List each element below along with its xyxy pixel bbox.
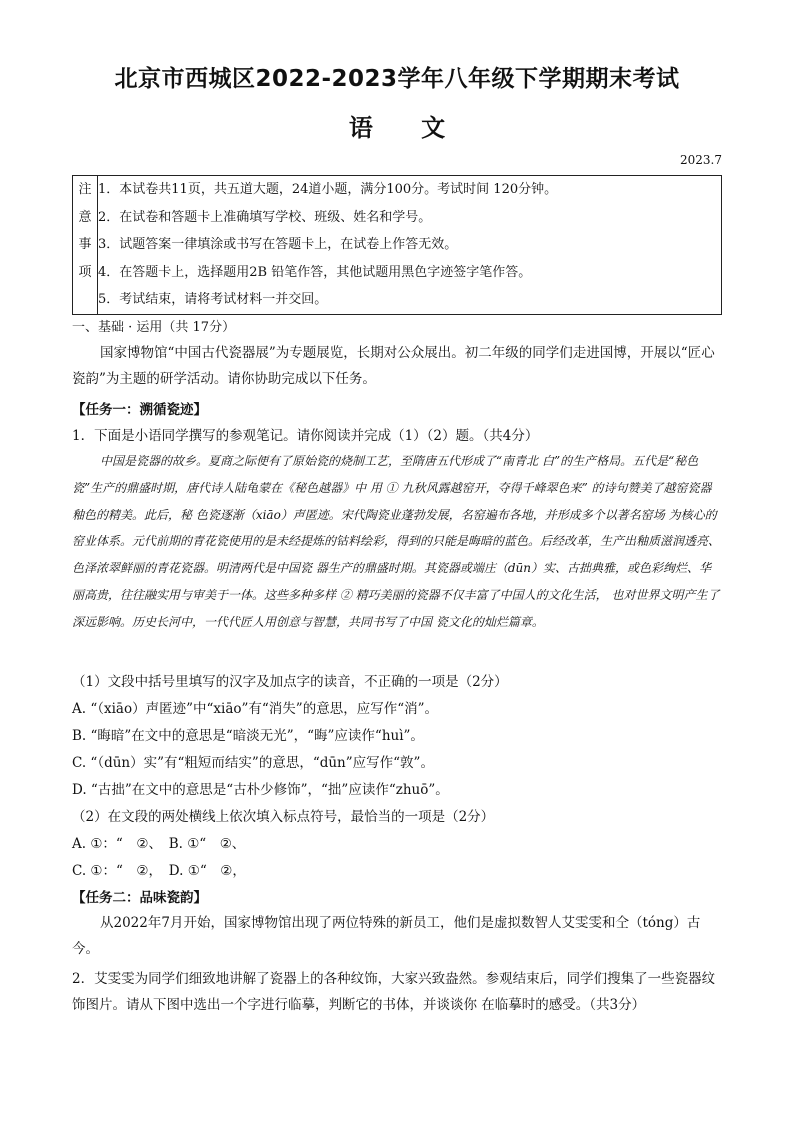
section-heading: 一、基础 · 运用（共 17分）	[72, 320, 236, 335]
sub-question-2: （2）在文段的两处横线上依次填入标点符号，最恰当的一项是（2分）	[72, 809, 495, 825]
option-c: C. “（dūn）实”有“粗短而结实”的意思，“dūn”应写作“敦”。	[72, 755, 434, 771]
task1-heading: 【任务一：溯循瓷迹】	[72, 402, 207, 418]
notice-side-label	[73, 176, 98, 315]
section-intro: 国家博物馆“中国古代瓷器展”为专题展览，长期对公众展出。初二年级的同学们走进国博，开展以“匠心瓷韵”为主题的研学活动。请你协助完成以下任务。	[72, 345, 715, 387]
notice-items	[98, 176, 722, 315]
notice-table	[72, 175, 722, 315]
subject-title: 语 文	[348, 114, 446, 142]
notice-side-char: 事	[78, 237, 92, 252]
exam-title: 北京市西城区2022-2023学年八年级下学期期末考试	[114, 66, 680, 92]
notice-side-char: 意	[78, 209, 92, 225]
notice-item: 5．考试结束，请将考试材料一并交回。	[98, 292, 328, 307]
task2-heading: 【任务二：品味瓷韵】	[72, 890, 207, 906]
notice-item: 3．试题答案一律填涂或书写在答题卡上，在试卷上作答无效。	[98, 237, 458, 252]
options-2-row1: A. ①：“ ②、 B. ①“ ②、	[72, 836, 246, 852]
option-d: D. “古拙”在文中的意思是“古朴少修饰”，“拙”应读作“zhuō”。	[72, 782, 449, 798]
notice-side-char: 项	[78, 264, 92, 280]
notice-item: 4．在答题卡上，选择题用2B 铅笔作答，其他试题用黑色字迹签字笔作答。	[98, 264, 532, 280]
exam-date: 2023.7	[680, 153, 722, 167]
task2-intro: 从2022年7月开始，国家博物馆出现了两位特殊的新员工，他们是虚拟数智人艾雯雯和仝（tóng）古今。	[72, 915, 701, 957]
option-a: A. “（xiāo）声匿迹”中“xiāo”有“消失”的意思，应写作“消”。	[72, 701, 439, 717]
question-1: 1．下面是小语同学撰写的参观笔记。请你阅读并完成（1）（2）题。（共4分）	[72, 428, 539, 444]
notice-side-char: 注	[78, 182, 92, 197]
option-b: B. “晦暗”在文中的意思是“暗淡无光”，“晦”应读作“huì”。	[72, 728, 424, 744]
reading-passage: 中国是瓷器的故乡。夏商之际便有了原始瓷的烧制工艺，至隋唐五代形成了“南青北 白”的生产格局。五代是“秘色瓷”生产的鼎盛时期，唐代诗人陆龟蒙在《秘色越器》中 用 ① 九秋风露越窑开，夺得千峰翠色来” 的诗句赞美了越窑瓷器釉色的精美。此后，秘 色瓷逐渐（xiāo）声匿迹。宋代陶瓷业蓬勃发展，名窑遍布各地，并形成多个以著名窑场 为核心的窑业体系。元代前期的青花瓷使用的是未经提炼的钴料绘彩，得到的只能是晦暗的蓝色。后经改革，生产出釉质滋润透亮、色泽浓翠鲜丽的青花瓷器。明清两代是中国瓷 器生产的鼎盛时期。其瓷器或端庄（dūn）实、古拙典雅，或色彩绚烂、华丽高贵，往往融实用与审美于一体。这些多种多样 ② 精巧美丽的瓷器不仅丰富了中国人的文化生活， 也对世界文明产生了深远影响。历史长河中，一代代匠人用创意与智慧，共同书写了中国 瓷文化的灿烂篇章。	[72, 454, 721, 629]
sub-question-1: （1）文段中括号里填写的汉字及加点字的读音，不正确的一项是（2分）	[72, 674, 508, 690]
notice-item: 2．在试卷和答题卡上准确填写学校、班级、姓名和学号。	[98, 209, 432, 225]
notice-item: 1．本试卷共11页，共五道大题，24道小题，满分100分。考试时间 120分钟。	[98, 182, 558, 197]
options-2-row2: C. ①：“ ②， D. ①“ ②，	[72, 863, 246, 879]
question-2: 2．艾雯雯为同学们细致地讲解了瓷器上的各种纹饰，大家兴致盎然。参观结束后，同学们搜集了一些瓷器纹饰图片。请从下图中选出一个字进行临摹，判断它的书体，并谈谈你 在临摹时的感受。（共3分）	[72, 971, 716, 1013]
